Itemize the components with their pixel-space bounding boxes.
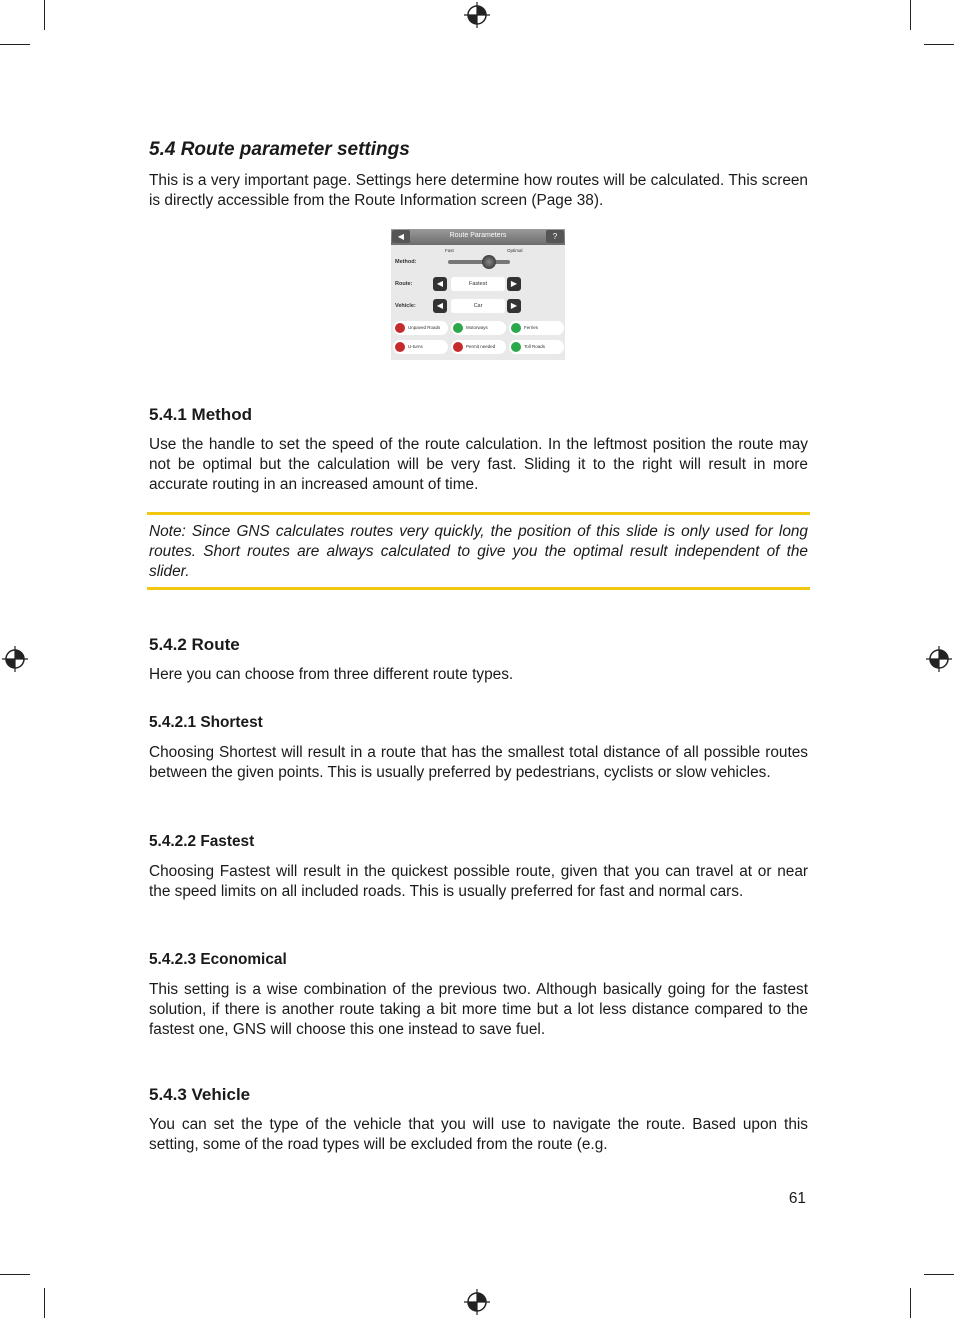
- crop-mark: [910, 1288, 911, 1318]
- crop-mark: [910, 0, 911, 30]
- crop-mark: [0, 1274, 30, 1275]
- crop-mark: [44, 0, 45, 30]
- note-bottom-rule: [147, 587, 810, 590]
- intro-paragraph: This is a very important page. Settings here determine how routes will be calculated. This screen is directly accessible from the Route Information screen (Page 38).: [149, 172, 808, 210]
- economical-heading: 5.4.2.3 Economical: [149, 951, 287, 968]
- economical-paragraph: This setting is a wise combination of the previous two. Although basically going for the fastest solution, if there is another route taking a bit more time but a lot less distance compared to the fastest one, GNS will choose this one instead to save fuel.: [149, 981, 808, 1039]
- method-paragraph: Use the handle to set the speed of the route calculation. In the leftmost position the route may not be optimal but the calculation will be very fast. Sliding it to the right will result in more accurate routing in an increased amount of time.: [149, 436, 808, 494]
- fast-label: Fast: [445, 248, 454, 253]
- crop-mark: [924, 44, 954, 45]
- method-heading: 5.4.1 Method: [149, 405, 252, 424]
- registration-mark-icon: [464, 2, 490, 28]
- vehicle-prev-icon: ◀: [433, 299, 447, 313]
- fastest-heading: 5.4.2.2 Fastest: [149, 833, 255, 850]
- route-paragraph: Here you can choose from three different route types.: [149, 666, 514, 683]
- route-heading: 5.4.2 Route: [149, 635, 240, 654]
- note-paragraph: Note: Since GNS calculates routes very quickly, the position of this slide is only used for long routes. Short routes are always calculated to give you the optimal result independent of the slider.: [149, 523, 808, 581]
- status-dot-icon: [395, 342, 405, 352]
- toggle-chip: Motorways: [451, 321, 506, 335]
- route-next-icon: ▶: [507, 277, 521, 291]
- fastest-paragraph: Choosing Fastest will result in the quickest possible route, given that you can travel at or near the speed limits on all included roads. This is usually preferred for fast and normal cars.: [149, 863, 808, 901]
- shortest-paragraph: Choosing Shortest will result in a route that has the smallest total distance of all possible routes between the given points. This is usually preferred by pedestrians, cyclists or slow vehicles.: [149, 744, 808, 782]
- registration-mark-icon: [464, 1289, 490, 1315]
- crop-mark: [44, 1288, 45, 1318]
- status-dot-icon: [453, 323, 463, 333]
- section-title: 5.4 Route parameter settings: [149, 139, 410, 160]
- toggle-chip: U-turns: [393, 340, 448, 354]
- route-value: Fastest: [451, 277, 505, 291]
- method-label: Method:: [395, 259, 417, 265]
- optimal-label: Optimal: [507, 248, 523, 253]
- page-number: 61: [788, 1190, 806, 1207]
- crop-mark: [0, 44, 30, 45]
- registration-mark-icon: [2, 646, 28, 672]
- status-dot-icon: [511, 323, 521, 333]
- help-icon: ?: [546, 230, 564, 243]
- method-slider-track: [448, 260, 510, 264]
- route-parameters-screenshot: [391, 229, 565, 360]
- method-slider-handle: [482, 255, 496, 269]
- route-label: Route:: [395, 281, 413, 287]
- vehicle-next-icon: ▶: [507, 299, 521, 313]
- back-arrow-icon: ◀: [392, 230, 410, 243]
- screenshot-title: Route Parameters: [449, 232, 507, 239]
- screenshot-title-bar: [391, 229, 565, 245]
- vehicle-label: Vehicle:: [395, 303, 416, 309]
- status-dot-icon: [453, 342, 463, 352]
- toggle-chip: Ferries: [509, 321, 564, 335]
- status-dot-icon: [395, 323, 405, 333]
- crop-mark: [924, 1274, 954, 1275]
- vehicle-heading: 5.4.3 Vehicle: [149, 1085, 251, 1104]
- route-prev-icon: ◀: [433, 277, 447, 291]
- registration-mark-icon: [926, 646, 952, 672]
- shortest-heading: 5.4.2.1 Shortest: [149, 714, 263, 731]
- toggle-chip: Permit needed: [451, 340, 506, 354]
- vehicle-value: Car: [451, 299, 505, 313]
- note-top-rule: [147, 512, 810, 515]
- toggle-chip: Toll Roads: [509, 340, 564, 354]
- toggle-chip: Unpaved Roads: [393, 321, 448, 335]
- vehicle-paragraph: You can set the type of the vehicle that you will use to navigate the route. Based upon this setting, some of the road types will be excluded from the route (e.g.: [149, 1116, 808, 1154]
- status-dot-icon: [511, 342, 521, 352]
